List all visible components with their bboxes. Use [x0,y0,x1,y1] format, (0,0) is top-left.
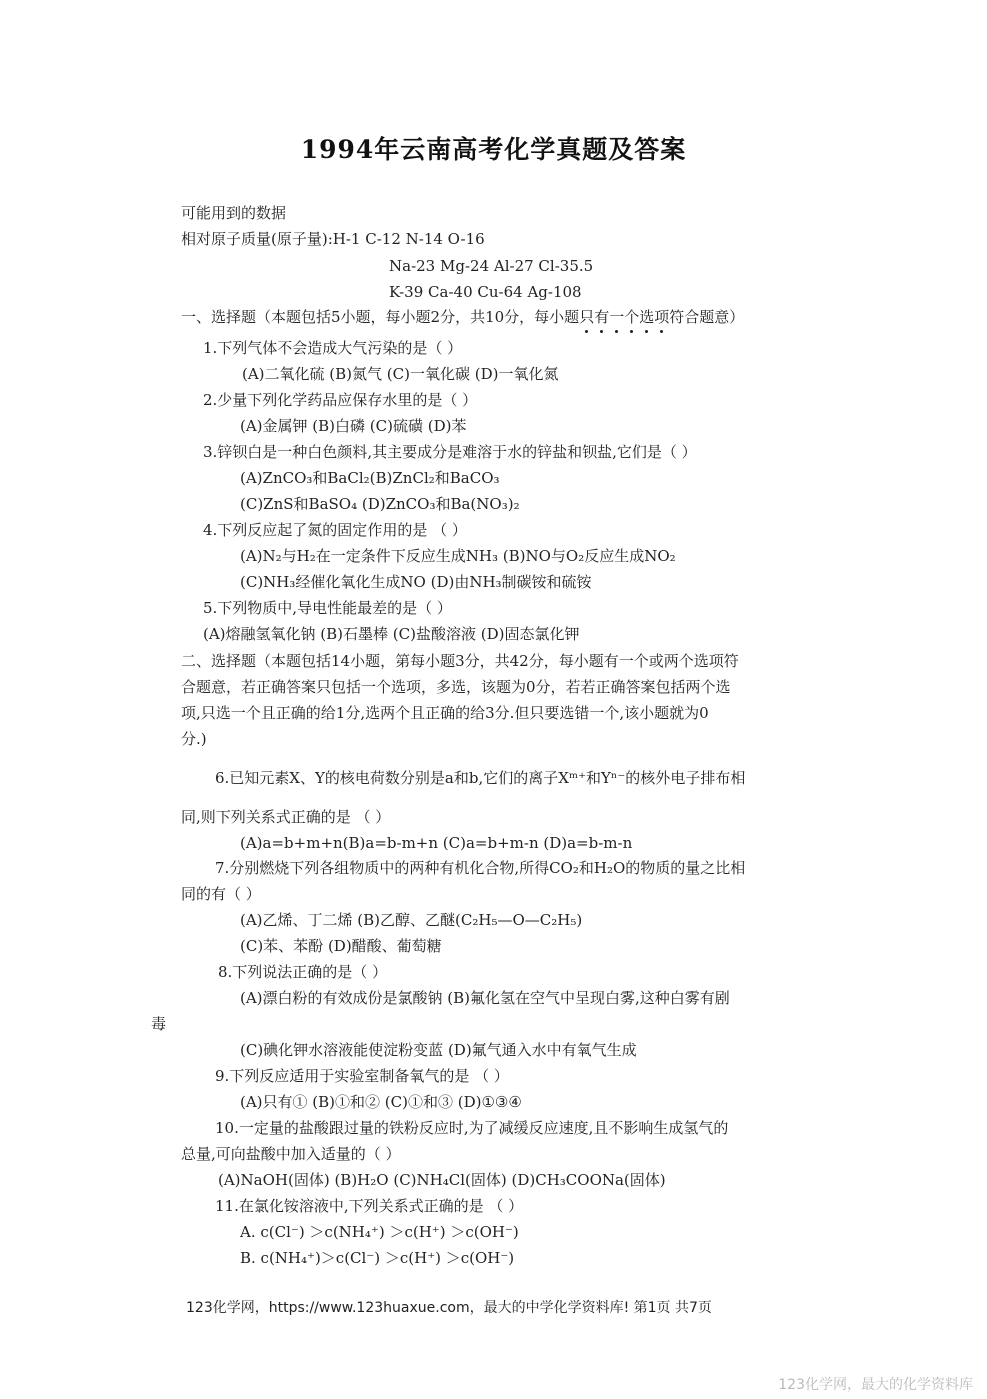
atomic-mass-row1: H-1 C-12 N-14 O-16 [332,230,485,248]
atomic-mass-label-text: 相对原子质量(原子量): [181,230,333,248]
watermark: 123化学网，最大的化学资料库 [778,1377,973,1393]
question-8-options-1: (A)漂白粉的有效成份是氯酸钠 (B)氟化氢在空气中呈现白雾,这种白雾有剧 [240,989,730,1007]
atomic-mass-row2: Na-23 Mg-24 Al-27 Cl-35.5 [389,257,594,275]
question-3: 3.锌钡白是一种白色颜料,其主要成分是难溶于水的锌盐和钡盐,它们是（ ） [203,443,697,461]
question-10-line1: 10.一定量的盐酸跟过量的铁粉反应时,为了减缓反应速度,且不影响生成氢气的 [215,1119,729,1137]
data-header: 可能用到的数据 [181,204,287,222]
emphasis-char: 一 [609,308,625,326]
question-3-options-1: (A)ZnCO₃和BaCl₂(B)ZnCl₂和BaCO₃ [240,469,500,487]
question-8: 8.下列说法正确的是（ ） [218,963,388,981]
section2-line4: 分.) [181,730,207,748]
emphasis-char: 项 [654,308,670,326]
question-4: 4.下列反应起了氮的固定作用的是 （ ） [203,521,467,539]
question-10-options: (A)NaOH(固体) (B)H₂O (C)NH₄Cl(固体) (D)CH₃COONa(固体) [218,1171,666,1189]
question-10-line2: 总量,可向盐酸中加入适量的（ ） [181,1145,401,1163]
question-7-line1: 7.分别燃烧下列各组物质中的两种有机化合物,所得CO₂和H₂O的物质的量之比相 [215,859,746,877]
question-2-options: (A)金属钾 (B)白磷 (C)硫磺 (D)苯 [240,417,467,435]
section2-line1: 二、选择题（本题包括14小题，第每小题3分，共42分，每小题有一个或两个选项符 [181,652,739,670]
section1-heading-suffix: 符合题意） [669,308,745,326]
page-footer: 123化学网，https://www.123huaxue.com，最大的中学化学资料库! 第1页 共7页 [186,1300,712,1316]
question-8-options-1-wrap: 毒 [151,1015,167,1033]
question-6-line2: 同,则下列关系式正确的是 （ ） [181,808,391,826]
question-1: 1.下列气体不会造成大气污染的是（ ） [203,339,463,357]
atomic-mass-label [181,229,485,249]
question-4-options-1: (A)N₂与H₂在一定条件下反应生成NH₃ (B)NO与O₂反应生成NO₂ [240,547,676,565]
section1-heading-emphasis [579,308,669,326]
question-7-options-1: (A)乙烯、丁二烯 (B)乙醇、乙醚(C₂H₅—O—C₂H₅) [240,911,583,929]
question-11-option-b: B. c(NH₄⁺)＞c(Cl⁻) ＞c(H⁺) ＞c(OH⁻) [240,1249,515,1267]
section1-heading-prefix: 一、选择题（本题包括5小题，每小题2分，共10分，每小题 [181,308,580,326]
question-1-options: (A)二氧化硫 (B)氮气 (C)一氧化碳 (D)一氧化氮 [242,365,559,383]
question-7-options-2: (C)苯、苯酚 (D)醋酸、葡萄糖 [240,937,442,955]
question-5-options: (A)熔融氢氧化钠 (B)石墨棒 (C)盐酸溶液 (D)固态氯化钾 [203,625,580,643]
page-title: 1994年云南高考化学真题及答案 [300,135,687,164]
emphasis-char: 有 [594,308,610,326]
question-8-options-2: (C)碘化钾水溶液能使淀粉变蓝 (D)氟气通入水中有氧气生成 [240,1041,637,1059]
question-3-options-2: (C)ZnS和BaSO₄ (D)ZnCO₃和Ba(NO₃)₂ [240,495,520,513]
question-4-options-2: (C)NH₃经催化氧化生成NO (D)由NH₃制碳铵和硫铵 [240,573,592,591]
emphasis-char: 个 [624,308,640,326]
question-9: 9.下列反应适用于实验室制备氧气的是 （ ） [215,1067,509,1085]
section2-line3: 项,只选一个且正确的给1分,选两个且正确的给3分.但只要选错一个,该小题就为0 [181,704,709,722]
question-6-options: (A)a=b+m+n(B)a=b-m+n (C)a=b+m-n (D)a=b-m-n [240,834,633,852]
question-11-option-a: A. c(Cl⁻) ＞c(NH₄⁺) ＞c(H⁺) ＞c(OH⁻) [240,1223,519,1241]
question-5: 5.下列物质中,导电性能最差的是（ ） [203,599,452,617]
question-6-line1: 6.已知元素X、Y的核电荷数分别是a和b,它们的离子Xᵐ⁺和Yⁿ⁻的核外电子排布相 [215,769,746,787]
atomic-mass-row3: K-39 Ca-40 Cu-64 Ag-108 [389,283,582,301]
question-7-line2: 同的有（ ） [181,885,261,903]
section2-line2: 合题意，若正确答案只包括一个选项，多选，该题为0分，若若正确答案包括两个选 [181,678,731,696]
question-11: 11.在氯化铵溶液中,下列关系式正确的是 （ ） [215,1197,524,1215]
emphasis-char: 只 [579,308,595,326]
emphasis-char: 选 [639,308,655,326]
section1-heading [181,307,744,327]
question-2: 2.少量下列化学药品应保存水里的是（ ） [203,391,478,409]
question-9-options: (A)只有① (B)①和② (C)①和③ (D)①③④ [240,1093,522,1111]
